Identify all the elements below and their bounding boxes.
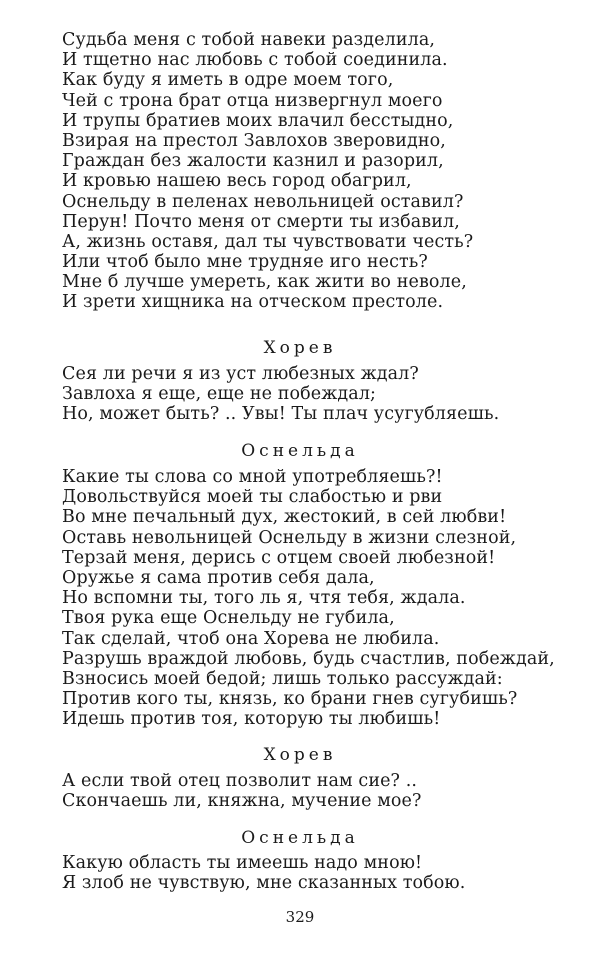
page-number: 329 — [285, 908, 315, 926]
verse-line: Оружье я сама против себя дала, — [62, 567, 375, 588]
verse-line: Завлоха я еще, еще не побеждал; — [62, 384, 377, 405]
verse-line: Какие ты слова со мной употребляешь?! — [62, 467, 443, 487]
verse-line: Чей с трона брат отца низвергнул моего — [62, 90, 443, 111]
verse-stanza-4 — [62, 771, 582, 811]
verse-stanza-3 — [62, 467, 582, 729]
verse-line: Или чтоб было мне трудняе иго несть? — [62, 252, 428, 273]
verse-line: Терзай меня, дерись с отцем своей любезной! — [62, 547, 496, 568]
verse-line: Мне б лучше умереть, как жити во неволе, — [62, 272, 467, 293]
verse-line: Довольствуйся моей ты слабостью и рви — [62, 487, 443, 508]
verse-line: Взирая на престол Завлохов зверовидно, — [62, 130, 446, 151]
verse-stanza-5 — [62, 853, 582, 893]
verse-line: Судьба меня с тобой навеки разделила, — [62, 30, 436, 50]
verse-line: Перун! Почто меня от смерти ты избавил, — [62, 211, 460, 232]
verse-line: Разрушь враждой любовь, будь счастлив, побеждай, — [62, 648, 555, 669]
verse-stanza-1 — [62, 30, 582, 313]
verse-line: Твоя рука еще Оснельду не губила, — [62, 608, 395, 629]
verse-line: Скончаешь ли, княжна, мучение мое? — [62, 791, 422, 812]
speaker-name-horev: Хорев — [263, 338, 337, 358]
speaker-name-osnelda: Оснельда — [241, 828, 359, 848]
speaker-name-horev: Хорев — [263, 745, 337, 765]
verse-line: Я злоб не чувствую, мне сказанных тобою. — [62, 873, 466, 894]
verse-line: Какую область ты имеешь надо мною! — [62, 853, 423, 873]
verse-line: И тщетно нас любовь с тобой соединила. — [62, 50, 448, 71]
verse-line: И зрети хищника на отческом престоле. — [62, 292, 444, 313]
verse-line: Оснельду в пеленах невольницей оставил? — [62, 191, 464, 212]
verse-line: Идешь против тоя, которую ты любишь! — [62, 709, 441, 730]
verse-line: И кровью нашею весь город обагрил, — [62, 171, 412, 192]
verse-line: Как буду я иметь в одре моем того, — [62, 70, 394, 91]
verse-line: А, жизнь оставя, дал ты чувствовати честь? — [62, 231, 474, 252]
verse-line: Сея ли речи я из уст любезных ждал? — [62, 364, 419, 384]
verse-line: Но, может быть? .. Увы! Ты плач усугубляешь. — [62, 404, 500, 425]
verse-line: А если твой отец позволит нам сие? .. — [62, 771, 418, 791]
verse-line: Так сделай, чтоб она Хорева не любила. — [62, 628, 440, 649]
verse-stanza-2 — [62, 364, 582, 425]
verse-line: Взносись моей бедой; лишь только рассуждай: — [62, 668, 503, 689]
verse-line: И трупы братиев моих влачил бесстыдно, — [62, 110, 454, 131]
verse-line: Во мне печальный дух, жестокий, в сей любви! — [62, 507, 507, 528]
verse-line: Но вспомни ты, того ль я, чтя тебя, ждала. — [62, 588, 466, 609]
verse-line: Против кого ты, князь, ко брани гнев сугубишь? — [62, 689, 518, 710]
verse-line: Оставь невольницей Оснельду в жизни слезной, — [62, 527, 517, 548]
speaker-name-osnelda: Оснельда — [241, 441, 359, 461]
verse-line: Граждан без жалости казнил и разорил, — [62, 151, 444, 172]
